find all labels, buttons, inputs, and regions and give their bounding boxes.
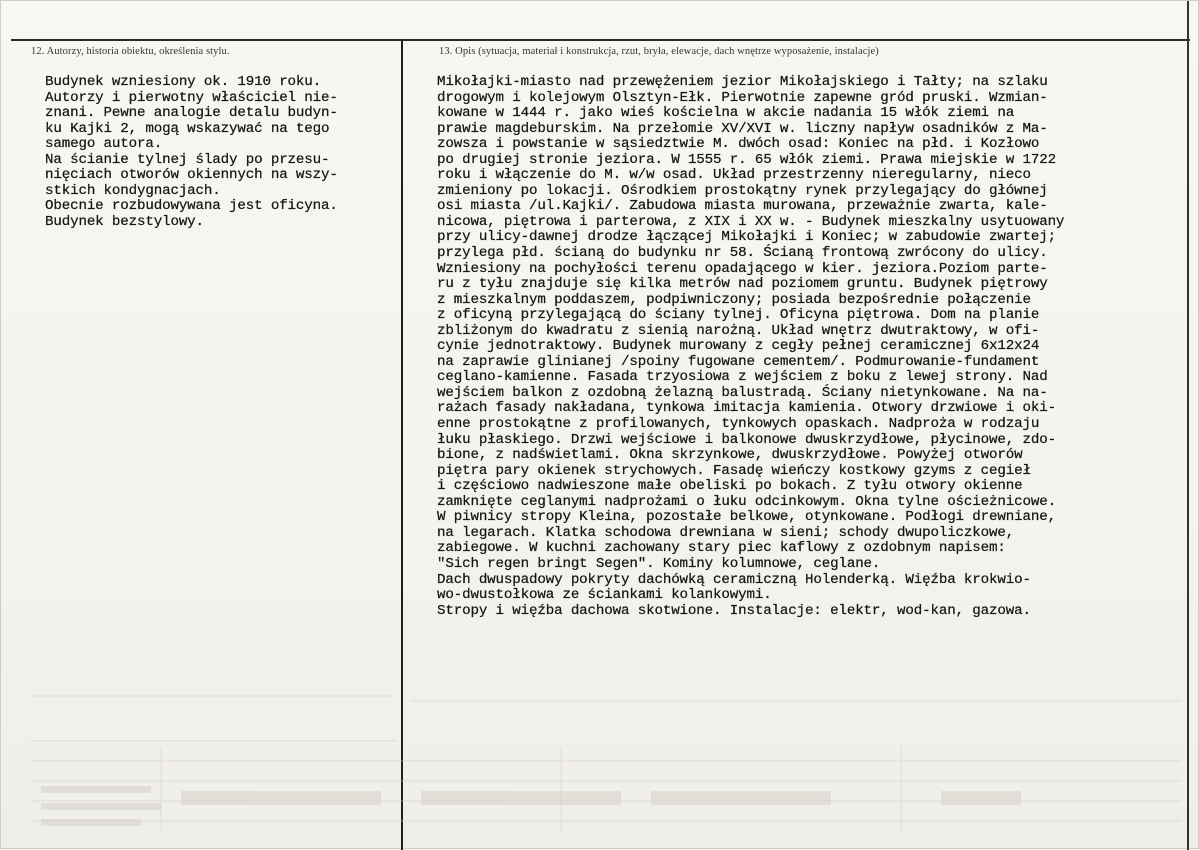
text-line: zmieniony po lokacji. Ośrodkiem prostokątny rynek przylegający do głównej: [437, 182, 1048, 199]
text-line: prawie magdeburskim. Na przełomie XV/XVI w. liczny napływ osadników z Ma-: [437, 120, 1048, 137]
text-line: W piwnicy stropy Kleina, pozostałe belkowe, otynkowane. Podłogi drewniane,: [437, 509, 1056, 526]
text-line: osi miasta /ul.Kajki/. Zabudowa miasta murowana, przeważnie zwarta, kale-: [437, 198, 1048, 215]
text-line: przylega płd. ścianą do budynku nr 58. Ścianą frontową zwrócony do ulicy.: [437, 245, 1048, 262]
text-line: wo-dwustołkowa ze ściankami kolankowymi.: [437, 587, 772, 604]
text-line: Na ścianie tylnej ślady po przesu-: [45, 151, 330, 168]
text-line: cynie jednotraktowy. Budynek murowany z cegły pełnej ceramicznej 6x12x24: [437, 338, 1040, 355]
text-line: przy ulicy-dawnej drodze łączącej Mikołajki i Koniec; w zabudowie zwartej;: [437, 229, 1056, 246]
text-line: Mikołajki-miasto nad przewężeniem jezior Mikołajskiego i Tałty; na szlaku: [437, 74, 1048, 90]
text-line: zbliżonym do kwadratu z sienią narożną. Układ wnętrz dwutraktowy, w ofi-: [437, 322, 1040, 339]
section-13-text: [437, 75, 1064, 619]
text-line: kowane w 1444 r. jako wieś kościelna w akcie nadania 15 włók ziemi na: [437, 105, 1015, 122]
text-line: z mieszkalnym poddaszem, podpiwniczony; posiada bezpośrednie połączenie: [437, 291, 1031, 308]
text-line: nicowa, piętrowa i parterowa, z XIX i XX w. - Budynek mieszkalny usytuowany: [437, 213, 1065, 230]
text-line: zabiegowe. W kuchni zachowany stary piec kaflowy z ozdobnym napisem:: [437, 540, 1006, 557]
text-line: ru z tyłu znajduje się kilka metrów nad poziomem gruntu. Budynek piętrowy: [437, 276, 1048, 293]
text-line: łuku płaskiego. Drzwi wejściowe i balkonowe dwuskrzydłowe, płycinowe, zdo-: [437, 431, 1056, 448]
text-line: Dach dwuspadowy pokryty dachówką ceramiczną Holenderką. Więźba krokwio-: [437, 571, 1031, 588]
section-13-header: 13. Opis (sytuacja, materiał i konstrukcja, rzut, bryła, elewacje, dach wnętrze wyposażenie, instalacje): [439, 46, 879, 57]
text-line: Budynek bezstylowy.: [45, 213, 204, 230]
text-line: bione, z nadświetlami. Okna skrzynkowe, dwuskrzydłowe. Powyżej otworów: [437, 447, 1023, 464]
section-12-header: 12. Autorzy, historia obiektu, określenia stylu.: [31, 46, 230, 57]
text-line: po drugiej stronie jeziora. W 1555 r. 65 włók ziemi. Prawa miejskie w 1722: [437, 151, 1056, 168]
text-line: Autorzy i pierwotny właściciel nie-: [45, 89, 338, 106]
text-line: samego autora.: [45, 136, 163, 153]
right-border-line: [1187, 1, 1189, 850]
text-line: drogowym i kolejowym Olsztyn-Ełk. Pierwotnie zapewne gród pruski. Wzmian-: [437, 89, 1048, 106]
text-line: i częściowo nadwieszone małe obeliski po bokach. Z tyłu otwory okienne: [437, 478, 1023, 495]
text-line: na zaprawie glinianej /spoiny fugowane cementem/. Podmurowanie-fundament: [437, 353, 1040, 370]
section-12-text: [45, 75, 338, 230]
text-line: ku Kajki 2, mogą wskazywać na tego: [45, 120, 330, 137]
text-line: Budynek wzniesiony ok. 1910 roku.: [45, 74, 322, 90]
text-line: zowsza i powstanie w sąsiedztwie M. dwóch osad: Koniec na płd. i Kozłowo: [437, 136, 1040, 153]
text-line: z oficyną przylegającą do ściany tylnej. Oficyna piętrowa. Dom na planie: [437, 307, 1040, 324]
text-line: Obecnie rozbudowywana jest oficyna.: [45, 198, 338, 215]
text-line: wejściem balkon z ozdobną żelazną balustradą. Ściany nietynkowane. Na na-: [437, 384, 1048, 401]
text-line: nięciach otworów okiennych na wszy-: [45, 167, 338, 184]
text-line: Wzniesiony na pochyłości terenu opadającego w kier. jeziora.Poziom parte-: [437, 260, 1048, 277]
text-line: zamknięte ceglanymi nadprożami o łuku odcinkowym. Okna tylne ościeżnicowe.: [437, 493, 1056, 510]
text-line: enne prostokątne z profilowanych, tynkowych opaskach. Nadproża w rodzaju: [437, 416, 1040, 433]
text-line: piętra pary okienek strychowych. Fasadę wieńczy kostkowy gzyms z cegieł: [437, 462, 1031, 479]
text-line: "Sich regen bringt Segen". Kominy kolumnowe, ceglane.: [437, 555, 881, 572]
column-divider: [401, 41, 403, 850]
text-line: roku i włączenie do M. w/w osad. Układ przestrzenny nieregularny, nieco: [437, 167, 1031, 184]
text-line: ceglano-kamienne. Fasada trzyosiowa z wejściem z boku z lewej strony. Nad: [437, 369, 1048, 386]
text-line: Stropy i więźba dachowa skotwione. Instalacje: elektr, wod-kan, gazowa.: [437, 602, 1031, 619]
text-line: stkich kondygnacjach.: [45, 182, 221, 199]
text-line: rażach fasady nakładana, tynkowa imitacja kamienia. Otwory drzwiowe i oki-: [437, 400, 1056, 417]
text-line: znani. Pewne analogie detalu budyn-: [45, 105, 338, 122]
text-line: na legarach. Klatka schodowa drewniana w sieni; schody dwupoliczkowe,: [437, 524, 1015, 541]
